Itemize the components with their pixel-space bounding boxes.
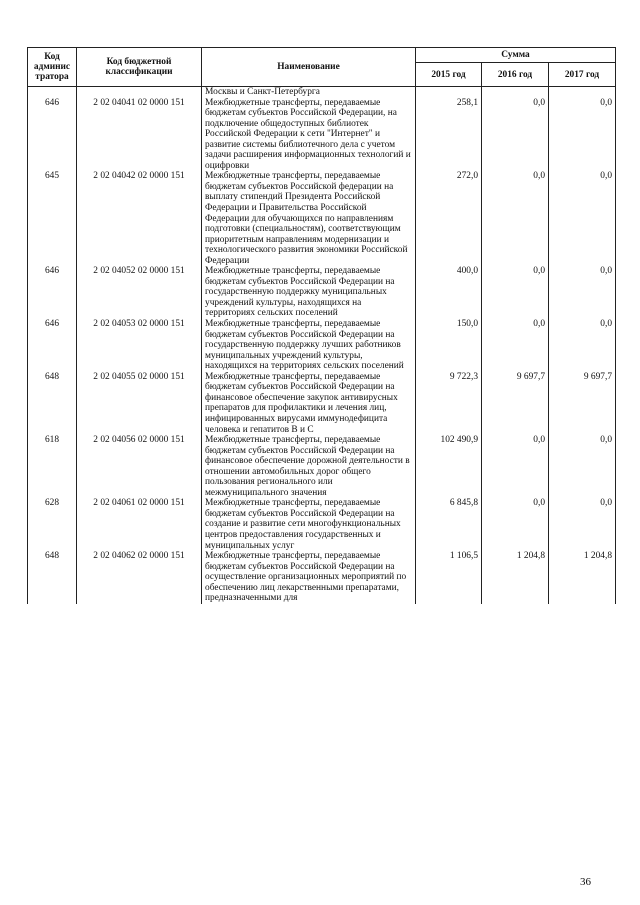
name-cell: Межбюджетные трансферты, передаваемые бюджетам субъектов Российской Федерации, на подключение общедоступных библиотек Российской Федерации к сети "Интернет" и развитие системы библиотечного дела с учетом задачи расширения информационных технологий и оцифровки (202, 98, 416, 172)
sum-2017-cell: 0,0 (549, 266, 616, 319)
sum-2016-cell: 0,0 (482, 319, 549, 372)
sum-2016-cell: 1 204,8 (482, 551, 549, 604)
table-row (28, 266, 616, 319)
budget-code-header: Код бюджетной классификации (77, 48, 202, 87)
admin-code-header: Код админис тратора (28, 48, 77, 87)
sum-2017-cell: 0,0 (549, 171, 616, 266)
table-row (28, 171, 616, 266)
sum-2015-cell: 6 845,8 (416, 498, 482, 551)
budget-code-cell: 2 02 04062 02 0000 151 (77, 551, 202, 604)
sum-2017-cell: 9 697,7 (549, 372, 616, 435)
table-row (28, 551, 616, 604)
sum-2017-cell: 0,0 (549, 435, 616, 498)
sum-2016-cell: 0,0 (482, 435, 549, 498)
table-row (28, 372, 616, 435)
admin-code-cell: 648 (28, 372, 77, 435)
table-row (28, 319, 616, 372)
sum-2016-cell: 0,0 (482, 171, 549, 266)
continuation-row (28, 87, 616, 98)
name-cell: Межбюджетные трансферты, передаваемые бюджетам субъектов Российской Федерации на финансовое обеспечение закупок антивирусных препаратов для профилактики и лечения лиц, инфицированных вирусами иммунодефицита человека и гепатитов В и С (202, 372, 416, 435)
sum-2017-cell: 0,0 (549, 498, 616, 551)
sum-2015-cell: 400,0 (416, 266, 482, 319)
page-number: 36 (580, 876, 591, 888)
admin-code-cell: 648 (28, 551, 77, 604)
year-2017-header: 2017 год (549, 63, 616, 87)
name-cell: Межбюджетные трансферты, передаваемые бюджетам субъектов Российской Федерации на финансовое обеспечение дорожной деятельности в отношении автомобильных дорог общего пользования регионального или межмуниципального значения (202, 435, 416, 498)
admin-code-cell: 645 (28, 171, 77, 266)
admin-code-cell: 618 (28, 435, 77, 498)
sum-2015-cell: 1 106,5 (416, 551, 482, 604)
sum-2015-cell: 258,1 (416, 98, 482, 172)
name-cell: Межбюджетные трансферты, передаваемые бюджетам субъектов Российской Федерации на осуществление организационных мероприятий по обеспечению лиц лекарственными препаратами, предназначенными для (202, 551, 416, 604)
admin-code-cell: 628 (28, 498, 77, 551)
table-body (28, 87, 616, 604)
sum-2017-cell: 0,0 (549, 319, 616, 372)
sum-2016-cell: 0,0 (482, 498, 549, 551)
sum-2016-cell: 0,0 (482, 266, 549, 319)
budget-code-cell: 2 02 04052 02 0000 151 (77, 266, 202, 319)
year-2015-header: 2015 год (416, 63, 482, 87)
name-cell: Межбюджетные трансферты, передаваемые бюджетам субъектов Российской Федерации на государственную поддержку муниципальных учреждений культуры, находящихся на территориях сельских поселений (202, 266, 416, 319)
sum-2016-cell: 0,0 (482, 98, 549, 172)
sum-2015-cell: 150,0 (416, 319, 482, 372)
sum-2015-cell: 102 490,9 (416, 435, 482, 498)
year-2016-header: 2016 год (482, 63, 549, 87)
budget-code-cell: 2 02 04056 02 0000 151 (77, 435, 202, 498)
budget-code-cell: 2 02 04042 02 0000 151 (77, 171, 202, 266)
sum-2016-cell: 9 697,7 (482, 372, 549, 435)
name-cell: Межбюджетные трансферты, передаваемые бюджетам субъектов Российской Федерации на создание и развитие сети многофункциональных центров предоставления государственных и муниципальных услуг (202, 498, 416, 551)
name-header: Наименование (202, 48, 416, 87)
budget-table (27, 47, 616, 604)
table-row (28, 498, 616, 551)
budget-code-cell: 2 02 04053 02 0000 151 (77, 319, 202, 372)
continuation-text: Москвы и Санкт-Петербурга (202, 87, 416, 98)
sum-2017-cell: 1 204,8 (549, 551, 616, 604)
budget-code-cell: 2 02 04055 02 0000 151 (77, 372, 202, 435)
sum-2015-cell: 9 722,3 (416, 372, 482, 435)
name-cell: Межбюджетные трансферты, передаваемые бюджетам субъектов Российской федерации на выплату стипендий Президента Российской Федерации и Правительства Российской Федерации для обучающихся по направлениям подготовки (специальностям), соответствующим приоритетным направлениям модернизации и технологического развития экономики Российской Федерации (202, 171, 416, 266)
table-header (28, 48, 616, 87)
admin-code-cell: 646 (28, 319, 77, 372)
budget-code-cell: 2 02 04061 02 0000 151 (77, 498, 202, 551)
admin-code-cell: 646 (28, 98, 77, 172)
admin-code-cell: 646 (28, 266, 77, 319)
table-row (28, 435, 616, 498)
budget-code-cell: 2 02 04041 02 0000 151 (77, 98, 202, 172)
sum-2015-cell: 272,0 (416, 171, 482, 266)
name-cell: Межбюджетные трансферты, передаваемые бюджетам субъектов Российской Федерации на государственную поддержку лучших работников муниципальных учреждений культуры, находящихся на территориях сельских поселений (202, 319, 416, 372)
table-row (28, 98, 616, 172)
sum-2017-cell: 0,0 (549, 98, 616, 172)
sum-header: Сумма (416, 48, 616, 63)
